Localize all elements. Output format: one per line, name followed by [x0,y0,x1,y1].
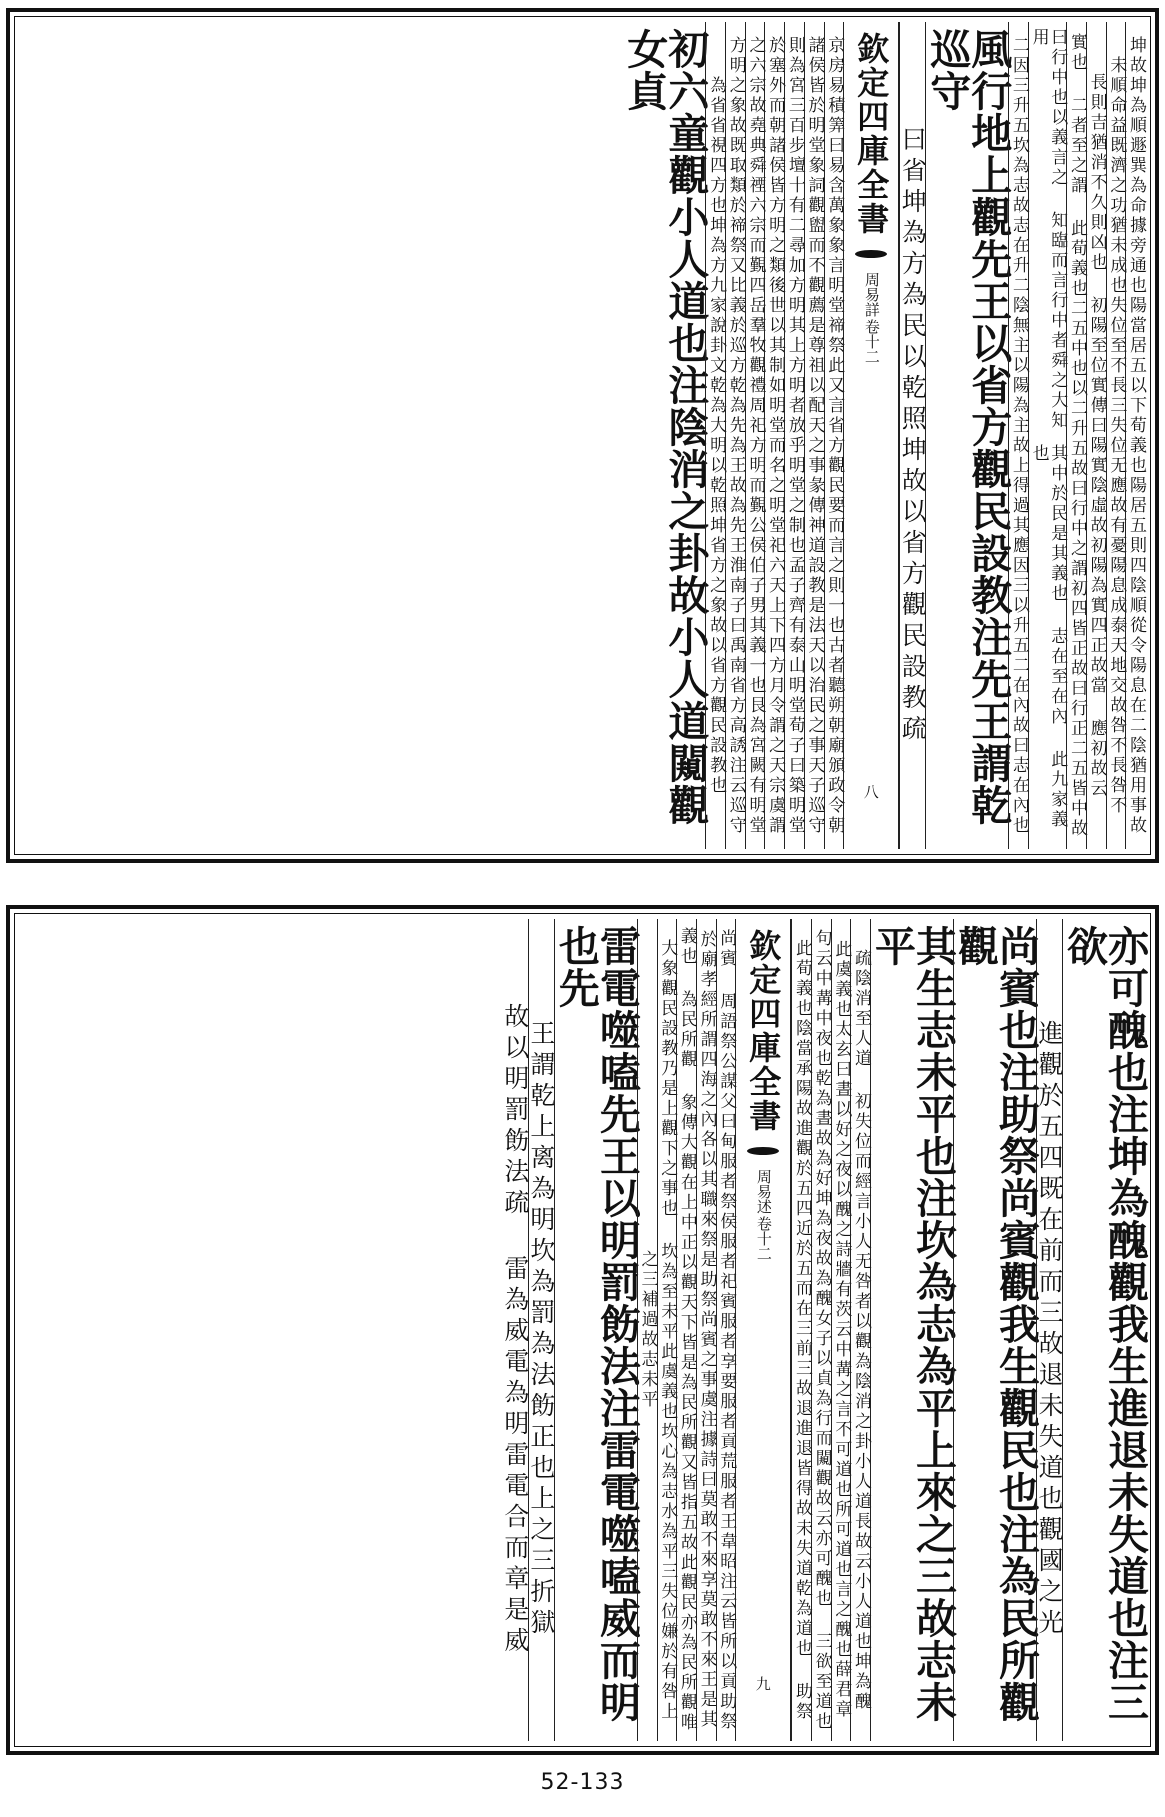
commentary-text-line: 諸侯皆於明堂象詞觀盥而不觀薦是尊祖以配天 [804,35,825,436]
commentary-text-line: 二因三升五坎為志故志在升二陰無主以陽為主 [1008,35,1029,436]
commentary-text-line: 疏陰消至人道 初失位而經言小人无咎者以觀 [851,948,871,1352]
commentary-text-line: 曰行中也以義言之 知臨而言行中者舜之大知用 [1028,28,1068,431]
volume-label-line: 卷十二 [754,1216,773,1261]
text-column [716,919,736,1741]
leaf-number: 九 [753,1676,772,1691]
volume-label [863,272,880,364]
scan-page-number: 52-133 [540,1770,625,1795]
text-column [811,919,831,1741]
text-column [831,919,851,1741]
text-column [676,919,696,1741]
commentary-text-line: 此虞義也坎心為志水為平三失位嫌於有咎上 [657,1341,678,1722]
commentary-text-line: 長則吉猶消不久則凶也 初陽至位實 [1086,72,1107,396]
upper-page-columns [20,22,1145,849]
book-title: 欽定四庫全書 [744,929,783,1133]
main-text-line: 曰省坤為方為民以乾照坤故以省方觀民設教疏 [898,125,928,746]
commentary-text-line: 而名之明堂祀六天上下四方月令謂之天宗虞謂 [765,435,786,836]
text-column [824,22,844,849]
upper-page [6,8,1159,863]
commentary-text-line: 句云中冓中夜也乾為晝故為好坤為夜故為醜女 [811,928,832,1329]
commentary-text-line: 方觀民要而言之則一也古者聽朔朝廟頒政令朝 [824,435,845,836]
main-text-line: 雷電噬嗑先王以明罰飭法注雷電噬嗑威而明也先 [551,925,641,1723]
fish-tail-mark-icon [743,1141,783,1161]
commentary-text-line: 其中於民是其義也 志在至在內 此九家義也 [1028,443,1068,830]
commentary-text-line: 故上得過其應因三以升五二在內故曰志在內也 [1008,435,1029,836]
commentary-text-line: 坤故坤為順遯巽為命據旁通也陽當居五以下荀 [1126,35,1146,436]
text-column [620,22,710,849]
text-column [868,919,957,1741]
text-column [528,919,554,1741]
commentary-text-line: 義也 為民所觀 象傳大觀在上中正以觀天下 [676,927,697,1333]
text-column [551,919,641,1741]
main-text-line: 亦可醜也注坤為醜觀我生進退未失道也注三欲 [1060,925,1149,1723]
commentary-text-line: 乎明堂之制也孟子齊有泰山明堂荀子曰築明堂 [784,435,805,836]
text-column [1106,22,1126,849]
volume-label-line: 卷十二 [862,319,881,364]
commentary-text-line: 者享要服者貢荒服者王韋昭注云皆所以貢助祭 [716,1331,737,1732]
text-column [784,22,804,849]
text-column [764,22,784,849]
text-column [804,22,824,849]
commentary-text-line: 於塞外而朝諸侯皆方明之類後世以其制如明堂 [765,35,786,436]
commentary-text-line: 明以乾照坤省方之象故以省方觀民設教也 [706,435,727,796]
main-text-line: 王謂乾上离為明坎為罰為法飭正也上之三折獄 [526,1020,556,1640]
volume-label-line: 周易詳 [862,272,881,317]
commentary-text-line: 為陰消之卦小人道長故云小人道也坤為醜 [851,1351,871,1712]
volume-label-line: 周易述 [754,1169,773,1214]
commentary-text-line: 為省省視四方也坤為方九家說卦文乾為大 [706,75,727,436]
text-column [1008,22,1028,849]
text-column [850,919,870,1741]
commentary-text-line: 於廟孝經所謂四海之內各以其職來祭是助祭尚 [696,930,717,1330]
text-column [500,919,530,1741]
main-text-line: 故以明罰飭法疏 雷為威電為明雷電合而章是威 [500,1002,530,1658]
leaf-number: 八 [861,784,880,799]
commentary-text-line: 三前三故退進退皆得故未失道乾為道也 助祭 [791,1318,812,1722]
center-fold-margin [843,22,899,849]
text-column [637,919,657,1741]
commentary-text-line: 子以貞為行而闚觀故云亦可醜也 三欲至道也 [811,1328,832,1732]
commentary-text-line: 云中冓之言不可道也所可道也言之醜也薛君章 [831,1320,852,1720]
text-column [1060,919,1149,1741]
commentary-text-line: 五故曰行中之謂初四皆正故曰行正二五皆中故 [1066,438,1087,839]
text-column [923,22,1013,849]
commentary-text-line: 之事彖傳神道設教是法天以治民之事天子巡守 [804,435,825,836]
text-column [898,22,928,849]
commentary-text-line: 之六宗故堯典舜禋六宗而覲四岳羣牧觀禮周祀 [745,35,766,436]
commentary-text-line: 大象觀民設教乃是上觀下之事也 坎為至未平 [657,938,678,1342]
text-column [1086,22,1106,849]
commentary-text-line: 方明之象故既取類於禘祭又比義於巡方乾為先 [725,35,746,436]
main-text-line: 尚賓也注助祭尚賓觀我生觀民也注為民所觀觀 [951,925,1040,1723]
commentary-text-line: 則為宮三百步壇十有二尋加方明其上方明者放 [784,35,805,436]
commentary-text-line: 賓之事虞注據詩曰莫敢不來享莫敢不來王是其 [696,1330,717,1730]
text-column [1066,22,1086,849]
commentary-text-line: 故志未平 [637,1330,658,1410]
text-column [725,22,745,849]
commentary-text-line: 之三補過 [637,1250,658,1330]
commentary-text-line: 方明而覲公侯伯子男其義一也艮為宮闕有明堂 [745,435,766,836]
commentary-text-line: 為王故為先王淮南子曰禹南省方高誘注云巡守 [725,435,746,836]
book-title: 欽定四庫全書 [852,32,891,236]
main-text-line: 其生志未平也注坎為志為平上來之三故志未平 [868,925,957,1723]
text-column [696,919,716,1741]
volume-label [755,1169,772,1261]
lower-page-columns [20,919,1149,1741]
fish-tail-mark-icon [851,244,891,264]
commentary-text-line: 實也 二者至之謂 此荀義也二五中也以二升 [1066,32,1087,439]
commentary-text-line: 皆是為民所觀又皆指五故此觀民亦為民所觀唯 [676,1333,697,1733]
commentary-text-line: 此虞義也太玄曰晝以好之夜以醜之詩牆有茨 [831,940,852,1320]
commentary-text-line: 失位无應故有憂陽息成泰天地交故咎不長咎不 [1106,415,1127,816]
commentary-text-line: 未順命益既濟之功猶未成也失位至不長三 [1106,55,1127,416]
main-text-line: 風行地上觀先王以省方觀民設教注先王謂乾巡守 [923,28,1013,826]
lower-page [6,905,1159,1755]
main-text-line: 進觀於五四既在前而三故退未失道也觀國之光 [1035,1020,1064,1640]
text-column [1028,22,1066,849]
text-column [657,919,677,1741]
commentary-text-line: 傳曰陽實陰虛故初陽為實四正故當 應初故云 [1086,395,1107,799]
text-column [705,22,725,849]
commentary-text-line: 此荀義也陰當承陽故進觀於五四近於五而在 [791,938,812,1319]
main-text-line: 初六童觀小人道也注陰消之卦故小人道闚觀女貞 [620,28,710,826]
text-column [791,919,811,1741]
text-column [1036,919,1062,1741]
text-column [745,22,765,849]
commentary-text-line: 義也陽居五則四陰順從令陽息在二陰猶用事故 [1126,435,1146,836]
commentary-text-line: 京房易積筭曰易含萬象象言明堂禘祭此又言省 [824,35,845,436]
text-column [1125,22,1145,849]
commentary-text-line: 尚賓 周語祭公謀父曰甸服者祭侯服者祀賓服 [716,928,737,1332]
text-column [951,919,1040,1741]
center-fold-margin [735,919,791,1741]
